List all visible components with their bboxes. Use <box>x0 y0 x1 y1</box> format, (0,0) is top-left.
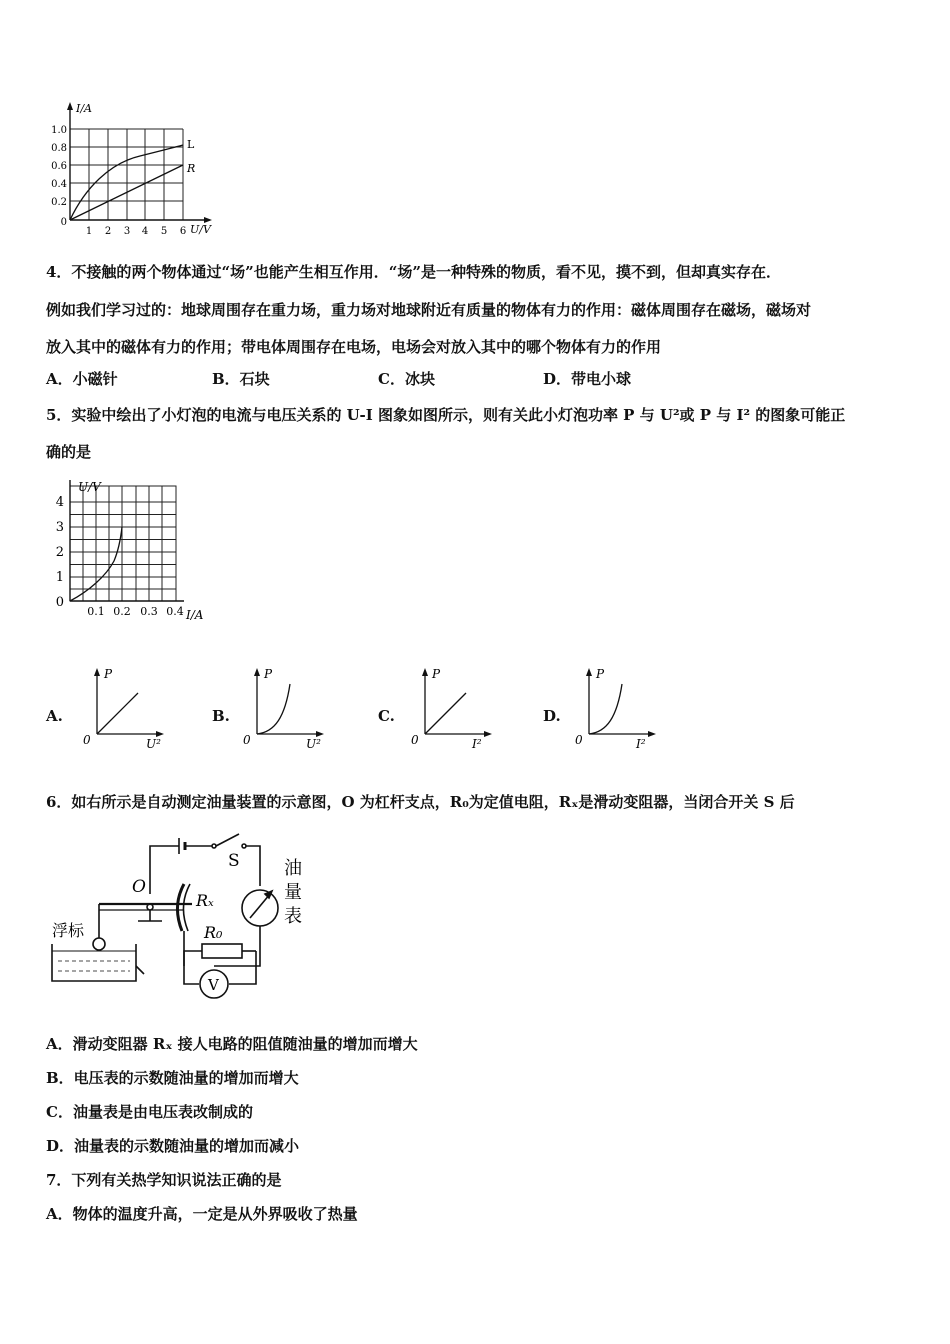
svg-text:U²: U² <box>306 737 321 751</box>
g2-ytick: 1 <box>55 570 64 585</box>
svg-text:P: P <box>104 667 113 681</box>
g1-ylabel: I/A <box>76 102 92 115</box>
q6-text-line1: 6．如右所示是自动测定油量装置的示意图，O 为杠杆支点，R₀为定值电阻，Rₓ是滑动变阻器，当闭合开关 S 后 <box>46 793 795 811</box>
q5-option-a-graph <box>80 662 170 752</box>
q5-text-line1: 5．实验中绘出了小灯泡的电流与电压关系的 U-I 图象如图所示，则有关此小灯泡功率 P 与 U²或 P 与 I² 的图象可能正 <box>46 406 846 424</box>
g1-xtick: 1 <box>85 226 93 237</box>
g1-ytick: 0.4 <box>51 179 67 190</box>
g2-ytick: 3 <box>55 520 64 535</box>
g1-xtick: 6 <box>179 226 187 237</box>
q5-option-c-graph <box>408 662 498 752</box>
q5-option-c-label: C. <box>378 707 395 725</box>
g2-ylabel: U/V <box>78 480 101 494</box>
g1-xlabel: U/V <box>190 223 211 236</box>
q6-option-a: A．滑动变阻器 Rₓ 接人电路的阻值随油量的增加而增大 <box>46 1035 418 1053</box>
voltmeter-label: V <box>208 976 219 994</box>
q5-option-b-label: B. <box>212 707 230 725</box>
gauge-label-3: 表 <box>284 906 302 927</box>
g2-xtick: 0.1 <box>87 605 105 618</box>
g2-xtick: 0.4 <box>166 605 184 618</box>
svg-text:P: P <box>596 667 605 681</box>
q4-option-d: D．带电小球 <box>543 370 632 388</box>
g2-ytick: 0 <box>55 595 64 610</box>
q4-option-a: A．小磁针 <box>46 370 118 388</box>
g2-xtick: 0.3 <box>140 605 158 618</box>
svg-text:0: 0 <box>243 733 251 747</box>
g2-ytick: 2 <box>55 545 64 560</box>
g1-xtick: 4 <box>141 226 149 237</box>
g1-ytick: 0.2 <box>51 197 67 208</box>
q5-option-d-label: D. <box>543 707 561 725</box>
r0-label: R₀ <box>204 923 223 942</box>
svg-text:0: 0 <box>411 733 419 747</box>
svg-text:0: 0 <box>83 733 91 747</box>
q4-text-line3: 放入其中的磁体有力的作用；带电体周围存在电场，电场会对放入其中的哪个物体有力的作用 <box>46 338 662 356</box>
q5-option-d-graph <box>572 662 662 752</box>
q4-option-b: B．石块 <box>212 370 270 388</box>
svg-text:I²: I² <box>636 737 646 751</box>
g2-xlabel: I/A <box>186 608 204 622</box>
q7-option-a: A．物体的温度升高，一定是从外界吸收了热量 <box>46 1205 358 1223</box>
q5-option-b-graph <box>240 662 330 752</box>
q6-option-b: B．电压表的示数随油量的增加而增大 <box>46 1069 299 1087</box>
svg-text:P: P <box>264 667 273 681</box>
q5-text-line2: 确的是 <box>46 443 92 461</box>
g1-ytick: 1.0 <box>51 125 67 136</box>
g1-ytick: 0 <box>60 217 67 228</box>
ui-graph-lamp <box>44 476 224 626</box>
svg-text:0: 0 <box>575 733 583 747</box>
q4-text-line2: 例如我们学习过的：地球周围存在重力场，重力场对地球附近有质量的物体有力的作用：磁体周围存在磁场，磁场对 <box>46 301 812 319</box>
svg-text:P: P <box>432 667 441 681</box>
switch-label: S <box>228 851 240 871</box>
rx-label: Rₓ <box>196 891 214 910</box>
g1-curve-l-label: L <box>187 138 195 151</box>
q6-option-c: C．油量表是由电压表改制成的 <box>46 1103 253 1121</box>
iu-graph-l-r <box>40 98 230 243</box>
g1-ytick: 0.8 <box>51 143 67 154</box>
q4-text-line1: 4．不接触的两个物体通过“场”也能产生相互作用．“场”是一种特殊的物质，看不见，摸不到，但却真实存在． <box>46 263 781 281</box>
gauge-label-2: 量 <box>284 882 302 903</box>
svg-text:U²: U² <box>146 737 161 751</box>
g1-ytick: 0.6 <box>51 161 67 172</box>
q4-option-c: C．冰块 <box>378 370 435 388</box>
oil-gauge-circuit-diagram <box>44 826 314 1006</box>
q5-option-a-label: A. <box>46 707 63 725</box>
g1-xtick: 2 <box>104 226 112 237</box>
g1-curve-r-label: R <box>187 162 196 175</box>
gauge-label-1: 油 <box>284 858 302 879</box>
svg-text:I²: I² <box>472 737 482 751</box>
q7-text-line1: 7．下列有关热学知识说法正确的是 <box>46 1171 282 1189</box>
q6-option-d: D．油量表的示数随油量的增加而减小 <box>46 1137 300 1155</box>
g2-ytick: 4 <box>55 495 64 510</box>
float-label: 浮标 <box>52 921 85 940</box>
g2-xtick: 0.2 <box>113 605 131 618</box>
pivot-label: O <box>132 877 146 897</box>
g1-xtick: 5 <box>160 226 168 237</box>
g1-xtick: 3 <box>123 226 131 237</box>
